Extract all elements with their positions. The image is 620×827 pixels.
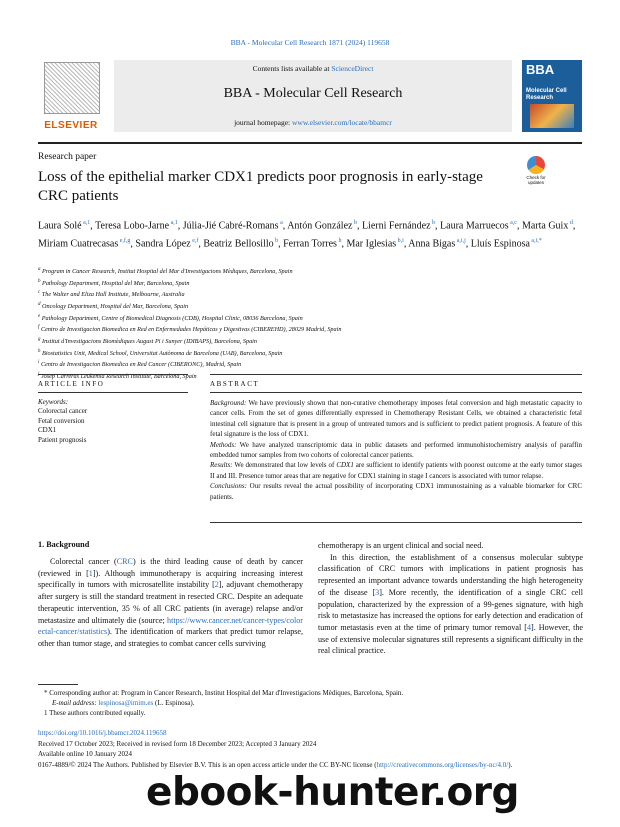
abstract-heading: ABSTRACT (210, 380, 260, 388)
affiliation-text: Biostatistics Unit, Medical School, Universitat Autònoma de Barcelona (UAB), Barcelona, Spain (40, 349, 283, 357)
keyword: Patient prognosis (38, 435, 87, 444)
elsevier-tree-icon (44, 62, 100, 114)
contents-prefix: Contents lists available at (252, 64, 332, 73)
body-right-column (318, 540, 583, 657)
author-affiliation-marker[interactable]: h (336, 237, 342, 244)
article-type: Research paper (38, 152, 97, 162)
affiliation-text: Pathology Department, Hospital del Mar, Barcelona, Spain (40, 279, 190, 287)
contents-line (114, 64, 512, 73)
abstract-bottom-rule (210, 522, 582, 523)
abstract-background (210, 398, 582, 440)
affiliation-item (38, 370, 583, 382)
author-list: Laura Solé $^{a,1}$, Teresa Lobo-Jarne $^{a,1}$, Júlia-Jié Cabré-Romans $^a$, Antón González $^b$, Lierni Fernández $^b$, Laura Marruecos $^{a,c}$, Marta Guix $^d$, Miriam Cuatrecasas $^{e,f,g}$, Sandra López $^{e,f}$, Beatriz Bellosillo $^b$, Ferran Torres $^h$, Mar Iglesias $^{b,i}$, Anna Bigas $^{a,i,j}$, Lluís Espinosa $^{a,i,*}$ (38, 220, 576, 250)
available-online: Available online 10 January 2024 (38, 750, 132, 759)
author-name[interactable]: Mar Iglesias (346, 238, 397, 250)
keyword: Colorectal cancer (38, 407, 88, 416)
corresponding-author-note: * Corresponding author at: Program in Cancer Research, Institut Hospital del Mar d'Investigacions Mèdiques, Barcelona, Spain. (44, 689, 404, 697)
check-updates-icon (527, 156, 545, 174)
author-name[interactable]: Antón González (287, 220, 353, 232)
article-info-rule (38, 392, 188, 393)
methods-label: Methods: (210, 440, 237, 449)
email-suffix: (L. Espinosa). (153, 699, 195, 707)
check-updates-label: Check for updates (526, 175, 546, 185)
email-link[interactable]: lespinosa@imim.es (98, 699, 154, 707)
author-affiliation-marker[interactable]: a,i,* (529, 237, 542, 244)
author-affiliation-marker[interactable]: a,1 (81, 220, 91, 226)
affiliation-item (38, 335, 583, 347)
journal-header (38, 60, 582, 138)
received-dates: Received 17 October 2023; Received in revised form 18 December 2023; Accepted 3 January 2024 (38, 739, 317, 748)
affiliation-item (38, 358, 583, 370)
email-label: E-mail address: (52, 699, 99, 707)
results-text-b: are sufficient to identify patients with poorest outcome at the early tumor stages II and III. Presence tumor areas that are negative for CDX1 staining in stage I cancers is associated with tumor relapse. (210, 461, 582, 480)
footnote-divider (38, 684, 78, 685)
crc-abbrev-link[interactable]: CRC (116, 557, 133, 566)
conclusions-label: Conclusions: (210, 482, 247, 491)
affiliation-item (38, 277, 583, 289)
affiliation-item (38, 265, 583, 277)
author-name[interactable]: Anna Bigas (408, 238, 456, 250)
affiliation-key: a (38, 267, 41, 272)
conclusions-text: Our results reveal the actual possibility of incorporating CDX1 immunostaining as a valuable biomarker for CRC patients. (210, 482, 582, 501)
text-run: Colorectal cancer ( (50, 557, 117, 566)
background-text: We have previously shown that non-curative chemotherapy imposes fetal conversion and high metastatic capacity to cancer cells. From the set of genes differentially expressed in Chemotherapy Resistant Cells, we obtained a characteristic fetal intestinal cell signature that is present in a group of untreated tumors and is sufficient to predict patient prognosis. A feature of this fetal signature is the loss of CDX1. (210, 399, 582, 439)
results-label: Results: (210, 461, 233, 470)
homepage-prefix: journal homepage: (234, 118, 292, 127)
affiliation-item (38, 312, 583, 324)
sciencedirect-link[interactable]: ScienceDirect (331, 64, 374, 73)
affiliation-key: e (38, 313, 41, 319)
author-affiliation-marker[interactable]: b (352, 220, 357, 226)
results-text-a: We demonstrated that low levels of (232, 461, 337, 470)
keywords-list (38, 407, 188, 445)
affiliation-text: Pathology Department, Centre of Biomedical Diagnosis (CDB), Hospital Clinic, 08036 Barcelona, Spain (40, 314, 303, 322)
keywords-label: Keywords: (38, 398, 69, 406)
affiliation-item (38, 300, 583, 312)
author-name[interactable]: Lluís Espinosa (470, 238, 530, 250)
author-name[interactable]: Beatriz Bellosillo (203, 238, 274, 250)
affiliation-key: b (38, 278, 41, 284)
cover-image (530, 104, 574, 128)
license-link[interactable]: http://creativecommons.org/licenses/by-nc/4.0/ (376, 760, 509, 769)
text-run: ) is the third leading cause of death by cancer (reviewed in [ (38, 557, 303, 578)
author-name[interactable]: Júlia-Jié Cabré-Romans (182, 220, 279, 232)
header-divider (38, 142, 582, 144)
author-affiliation-marker[interactable]: e,f,g (118, 237, 131, 244)
author-name[interactable]: Miriam Cuatrecasas (38, 238, 119, 250)
email-note (38, 698, 583, 708)
journal-banner (114, 60, 512, 132)
affiliation-key: i (38, 360, 40, 366)
ref-link-1[interactable]: 1 (88, 568, 93, 578)
homepage-line (114, 118, 512, 127)
ref-link-2[interactable]: 2 (214, 580, 219, 590)
abstract-methods (210, 440, 582, 461)
article-info-heading: ARTICLE INFO (38, 380, 105, 388)
author-affiliation-marker[interactable]: b (273, 237, 279, 244)
keyword: CDX1 (38, 426, 57, 435)
article-info-divider (38, 374, 188, 375)
background-label: Background: (210, 399, 247, 407)
abstract-conclusions (210, 481, 582, 502)
affiliation-text: Centro de Investigacion Biomedica en Red en Enfermedades Hepáticas y Digestivas (CIBEREHD), 28029 Madrid, Spain (39, 326, 342, 334)
abstract-divider (210, 374, 582, 375)
text-run: ]. More recently, the identification of a single CRC cell population, characterized by the expression of a 99-genes signature, with high risk to metastasize has increased the options for early detection and eradication of tumor metastasis even at the time of primary tumor removal [ (318, 587, 583, 632)
affiliation-text: Institut d'Investigacions Biomèdiques August Pi i Sunyer (IDIBAPS), Barcelona, Spain (40, 338, 257, 345)
journal-title: BBA - Molecular Cell Research (223, 86, 403, 101)
check-updates-badge[interactable] (521, 156, 551, 186)
affiliation-key: g (38, 336, 41, 342)
cancer-net-link[interactable]: https://www.cancer.net/cancer-types/colorectal-cancer/statistics (38, 615, 303, 637)
right-paragraph-continued: chemotherapy is an urgent clinical and social need. (318, 541, 484, 550)
affiliation-text: Josep Carreras Leukemia Research Institute, Barcelona, Spain (39, 372, 197, 380)
elsevier-wordmark: ELSEVIER (44, 120, 98, 131)
abstract-results (210, 460, 582, 481)
equal-contribution-note: 1 These authors contributed equally. (44, 709, 146, 717)
affiliation-key: h (38, 348, 41, 354)
cover-title: BBA (526, 62, 555, 77)
affiliation-text: Oncology Department, Hospital del Mar, Barcelona, Spain (40, 303, 189, 311)
affiliation-key: c (38, 290, 41, 296)
doi-link[interactable]: https://doi.org/10.1016/j.bbamcr.2024.119658 (38, 729, 167, 737)
text-run: In this direction, the establishment of a consensus molecular subtype classification of CRC tumors with implications in patient prognosis has represented an important advance towards understanding the high heterogeneity of the disease [ (318, 552, 583, 597)
homepage-link[interactable]: www.elsevier.com/locate/bbamcr (292, 118, 392, 127)
author-affiliation-marker[interactable]: e,f (190, 237, 199, 244)
right-paragraph (318, 552, 583, 657)
affiliation-text: Centro de Investigacion Biomedica en Red Cancer (CIBERONC), Madrid, Spain (39, 361, 242, 369)
journal-cover[interactable] (522, 60, 582, 132)
results-gene: CDX1 (336, 461, 354, 470)
affiliation-item (38, 323, 583, 335)
keyword: Fetal conversion (38, 416, 85, 425)
author-name[interactable]: Ferran Torres (283, 238, 337, 250)
affiliation-list (38, 265, 583, 382)
author-name[interactable]: Laura Marruecos (440, 220, 509, 232)
text-run: ]. However, the use of extensive molecular signatures still represents a significant difficulty in the real clinical practice. (318, 622, 583, 656)
cover-subtitle: Molecular Cell Research (526, 88, 567, 101)
license-text-end: ). (508, 760, 513, 769)
text-run: ]). Although immunotherapy is acquiring increasing interest specifically in tumors with microsatellite instability [ (38, 568, 303, 590)
author-affiliation-marker[interactable]: b (430, 220, 436, 226)
license-text: 0167-4889/© 2024 The Authors. Published by Elsevier B.V. This is an open access article under the CC BY-NC license ( (38, 760, 377, 769)
article-title: Loss of the epithelial marker CDX1 predicts poor prognosis in early-stage CRC patients (38, 169, 483, 204)
text-run: ). The identification of markers that predict tumor relapse, other than tumor stage, and strategies to combat cancer cells surviving (38, 627, 303, 648)
author-affiliation-marker[interactable]: a (278, 220, 283, 226)
author-affiliation-marker[interactable]: a,i,j (455, 237, 466, 244)
section-heading: 1. Background (38, 540, 90, 549)
abstract-rule (210, 392, 582, 393)
affiliation-text: The Walter and Eliza Hall Institute, Melbourne, Australia (40, 291, 185, 299)
author-name[interactable]: Teresa Lobo-Jarne (95, 220, 170, 232)
left-paragraph (38, 556, 303, 650)
author-affiliation-marker[interactable]: a,1 (169, 220, 178, 226)
affiliation-key: f (38, 325, 40, 331)
methods-text: We have analyzed transcriptomic data in public datasets and performed immunohistochemistry analysis of paraffin embedded tumor samples from two cohorts of colorectal cancer patients. (210, 440, 582, 460)
keywords-block (38, 398, 188, 445)
affiliation-key: d (38, 301, 41, 307)
affiliation-item (38, 347, 583, 359)
author-affiliation-marker[interactable]: a,c (508, 220, 517, 226)
author-affiliation-marker[interactable]: d (568, 220, 573, 226)
body-left-column (38, 556, 303, 650)
watermark: ebook-hunter.org (146, 770, 519, 815)
footnotes (38, 688, 583, 718)
author-name[interactable]: Sandra López (135, 238, 191, 250)
ref-link-4[interactable]: 4 (526, 622, 532, 632)
abstract-text (210, 398, 582, 502)
author-name[interactable]: Lierni Fernández (361, 220, 431, 232)
license-note (38, 760, 583, 771)
affiliation-item (38, 288, 583, 300)
publication-info (38, 728, 583, 770)
affiliation-text: Program in Cancer Research, Institut Hospital del Mar d'Investigacions Mèdiques, Barcelona, Spain (40, 268, 293, 276)
text-run: ], adjuvant chemotherapy after surgery is still the standard treatment in resected CRC. Despite an adequate therapeutic intervention, 35 % of all CRC patients (in average) relapse and/or metastasize and ultimately die (source; (38, 580, 304, 625)
ref-link-3[interactable]: 3 (375, 587, 380, 597)
author-name[interactable]: Laura Solé (38, 220, 82, 232)
journal-reference[interactable]: BBA - Molecular Cell Research 1871 (2024) 119658 (230, 38, 390, 47)
author-name[interactable]: Marta Guix (521, 220, 569, 232)
author-affiliation-marker[interactable]: b,i (396, 237, 404, 244)
elsevier-logo[interactable] (38, 60, 104, 132)
